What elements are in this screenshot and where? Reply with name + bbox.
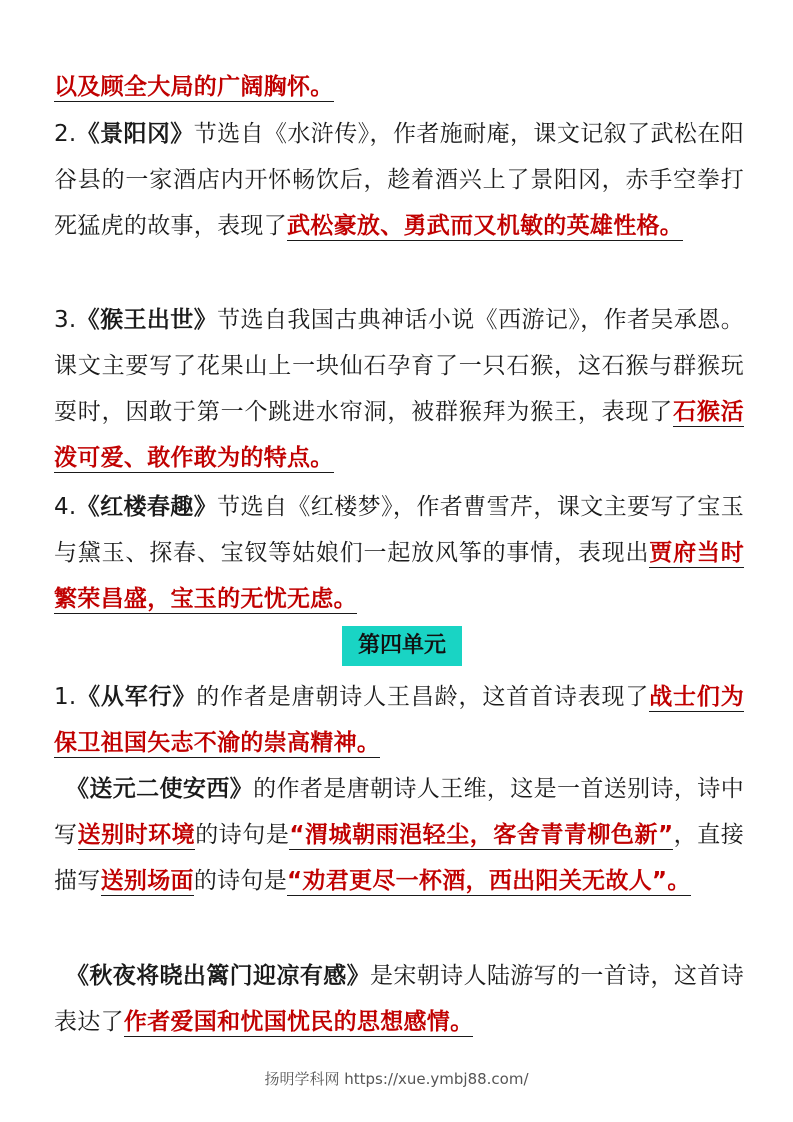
paragraph-item-4 <box>54 484 744 622</box>
key-point: 战士们为保卫祖国矢志不渝的崇高精神。 <box>54 684 745 756</box>
paragraph-item-2 <box>54 111 744 249</box>
key-point: “渭城朝雨浥轻尘，客舍青青柳色新” <box>289 822 674 848</box>
key-point: 石猴活泼可爱、敢作敢为的特点。 <box>54 399 744 471</box>
lesson-title: 《红楼春趣》 <box>76 494 218 520</box>
body-text: 的作者是唐朝诗人王昌龄，这首首诗表现了 <box>196 684 650 710</box>
body-text: 是宋朝诗人陆游写的一首诗，这首诗表达了 <box>54 963 744 1035</box>
paragraph-poem-qiuye <box>54 953 744 1045</box>
paragraph-item-3 <box>54 297 744 481</box>
key-point: 贾府当时繁荣昌盛，宝玉的无忧无虑。 <box>54 540 744 612</box>
item-number: 3. <box>54 307 77 333</box>
item-number: 2. <box>54 121 77 147</box>
poem-title: 《送元二使安西》 <box>66 776 254 802</box>
body-text: 节选自《红楼梦》，作者曹雪芹，课文主要写了宝玉与黛玉、探春、宝钗等姑娘们一起放风筝的事情，表现出 <box>54 494 744 566</box>
key-point: 作者爱国和忧国忧民的思想感情。 <box>123 1009 474 1035</box>
paragraph-unit4-item-1 <box>54 674 744 766</box>
poem-title: 《从军行》 <box>76 684 197 710</box>
footer-watermark: 扬明学科网 https://xue.ymbj88.com/ <box>264 1070 529 1088</box>
item-number: 1. <box>54 684 77 710</box>
lesson-title: 《猴王出世》 <box>76 307 218 333</box>
body-text: ，直接描写 <box>54 822 745 894</box>
paragraph-continuation <box>54 64 744 110</box>
key-point: 以及顾全大局的广阔胸怀。 <box>54 74 334 100</box>
key-point: 送别场面 <box>100 868 194 894</box>
poem-title: 《秋夜将晓出篱门迎凉有感》 <box>66 963 370 989</box>
body-text: 节选自《水浒传》，作者施耐庵，课文记叙了武松在阳谷县的一家酒店内开怀畅饮后，趁着酒兴上了景阳冈，赤手空拳打死猛虎的故事，表现了 <box>54 121 745 239</box>
key-point: “劝君更尽一杯酒，西出阳关无故人”。 <box>287 868 691 894</box>
lesson-title: 《景阳冈》 <box>76 121 194 147</box>
body-text: 的诗句是 <box>193 868 288 894</box>
key-point: 送别时环境 <box>77 822 196 848</box>
body-text: 的作者是唐朝诗人王维，这是一首送别诗，诗中写 <box>54 776 744 848</box>
key-point: 武松豪放、勇武而又机敏的英雄性格。 <box>287 213 684 239</box>
paragraph-poem-songyuaner <box>54 766 744 904</box>
item-number: 4. <box>54 494 77 520</box>
unit-heading: 第四单元 <box>342 626 462 666</box>
body-text: 节选自我国古典神话小说《西游记》，作者吴承恩。课文主要写了花果山上一块仙石孕育了一只石猴，这石猴与群猴玩耍时，因敢于第一个跳进水帘洞，被群猴拜为猴王，表现了 <box>54 307 744 425</box>
body-text: 的诗句是 <box>195 822 290 848</box>
